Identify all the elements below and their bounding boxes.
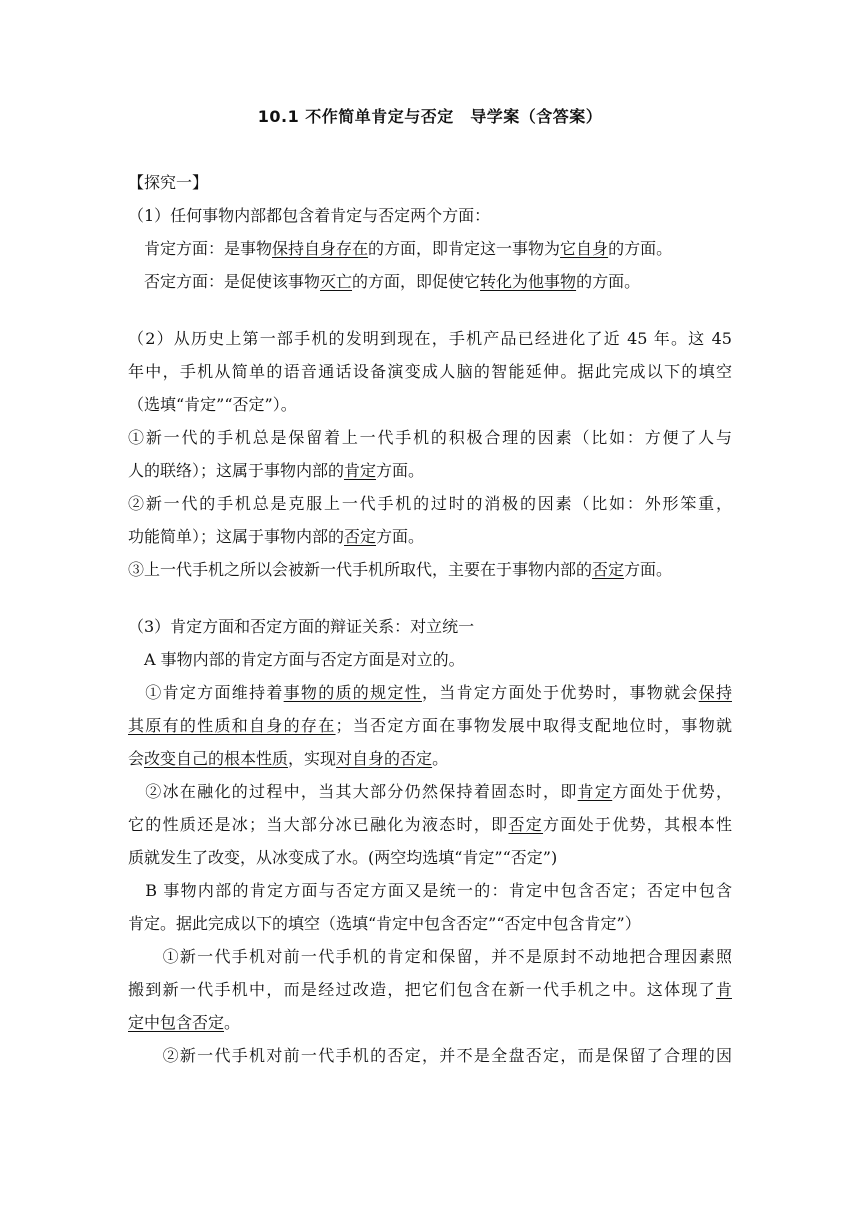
point-b-item-1: 定中包含否定。	[128, 1013, 241, 1032]
point-a-item-2: 它的性质还是冰；当大部分冰已融化为液态时，即否定方面处于优势，其根本性	[128, 815, 732, 834]
item-2: ②新一代的手机总是克服上一代手机的过时的消极的因素（比如：外形笨重，	[128, 494, 732, 513]
section-heading: 【探究一】	[128, 173, 209, 192]
question-1-heading: （1）任何事物内部都包含着肯定与否定两个方面：	[128, 206, 491, 225]
page-title: 10.1 不作简单肯定与否定 导学案（含答案）	[257, 107, 603, 126]
answer-blank: 灭亡	[320, 272, 353, 291]
answer-blank: 它自身	[560, 239, 609, 258]
point-b-item-1: ①新一代手机对前一代手机的肯定和保留，并不是原封不动地把合理因素照	[128, 947, 732, 966]
answer-blank: 否定	[508, 815, 544, 834]
answer-blank: 定中包含否定	[128, 1013, 225, 1032]
point-a-item-1: 会改变自己的根本性质，实现对自身的否定。	[128, 749, 449, 768]
answer-blank: 保持自身存在	[272, 239, 369, 258]
answer-blank: 否定	[344, 527, 377, 546]
point-a-item-1: ①肯定方面维持着事物的质的规定性，当肯定方面处于优势时，事物就会保持	[128, 683, 732, 702]
answer-blank: 保持	[698, 683, 732, 702]
point-b-text: 肯定。据此完成以下的填空（选填“肯定中包含否定”“否定中包含肯定”）	[128, 914, 641, 933]
item-2: 功能简单）；这属于事物内部的否定方面。	[128, 527, 425, 546]
item-3: ③上一代手机之所以会被新一代手机所取代，主要在于事物内部的否定方面。	[128, 560, 673, 579]
answer-blank: 肯定	[577, 782, 613, 801]
answer-blank: 肯	[715, 980, 732, 999]
answer-blank: 肯定	[344, 461, 377, 480]
item-1: ①新一代的手机总是保留着上一代手机的积极合理的因素（比如：方便了人与	[128, 428, 732, 447]
point-a-item-2: ②冰在融化的过程中，当其大部分仍然保持着固态时，即肯定方面处于优势，	[128, 782, 732, 801]
point-a-item-1: 其原有的性质和自身的存在；当否定方面在事物发展中取得支配地位时，事物就	[128, 716, 732, 735]
answer-blank: 其原有的性质和自身的存在	[128, 716, 336, 735]
answer-blank: 转化为他事物	[480, 272, 577, 291]
affirmation-definition: 肯定方面：是事物保持自身存在的方面，即肯定这一事物为它自身的方面。	[128, 239, 673, 258]
question-3-heading: （3）肯定方面和否定方面的辩证关系：对立统一	[128, 617, 475, 636]
point-a-heading: A 事物内部的肯定方面与否定方面是对立的。	[128, 650, 465, 669]
question-2-text: 年中，手机从简单的语音通话设备演变成人脑的智能延伸。据此完成以下的填空	[128, 362, 732, 381]
answer-blank: 改变自己的根本性质	[144, 749, 289, 768]
point-a-item-2: 质就发生了改变，从冰变成了水。(两空均选填“肯定”“否定”)	[128, 848, 558, 867]
answer-blank: 对自身的否定	[336, 749, 433, 768]
point-b-text: B 事物内部的肯定方面与否定方面又是统一的：肯定中包含否定；否定中包含	[128, 881, 732, 900]
question-2-text: （选填“肯定”“否定”）。	[128, 395, 297, 414]
negation-definition: 否定方面：是促使该事物灭亡的方面，即促使它转化为他事物的方面。	[128, 272, 641, 291]
answer-blank: 事物的质的规定性	[283, 683, 422, 702]
question-2-text: （2）从历史上第一部手机的发明到现在，手机产品已经进化了近 45 年。这 45	[128, 329, 732, 348]
point-b-item-1: 搬到新一代手机中，而是经过改造，把它们包含在新一代手机之中。这体现了肯	[128, 980, 732, 999]
point-b-item-2: ②新一代手机对前一代手机的否定，并不是全盘否定，而是保留了合理的因	[128, 1046, 732, 1065]
item-1: 人的联络）；这属于事物内部的肯定方面。	[128, 461, 425, 480]
answer-blank: 否定	[592, 560, 625, 579]
document-body	[128, 166, 732, 1072]
